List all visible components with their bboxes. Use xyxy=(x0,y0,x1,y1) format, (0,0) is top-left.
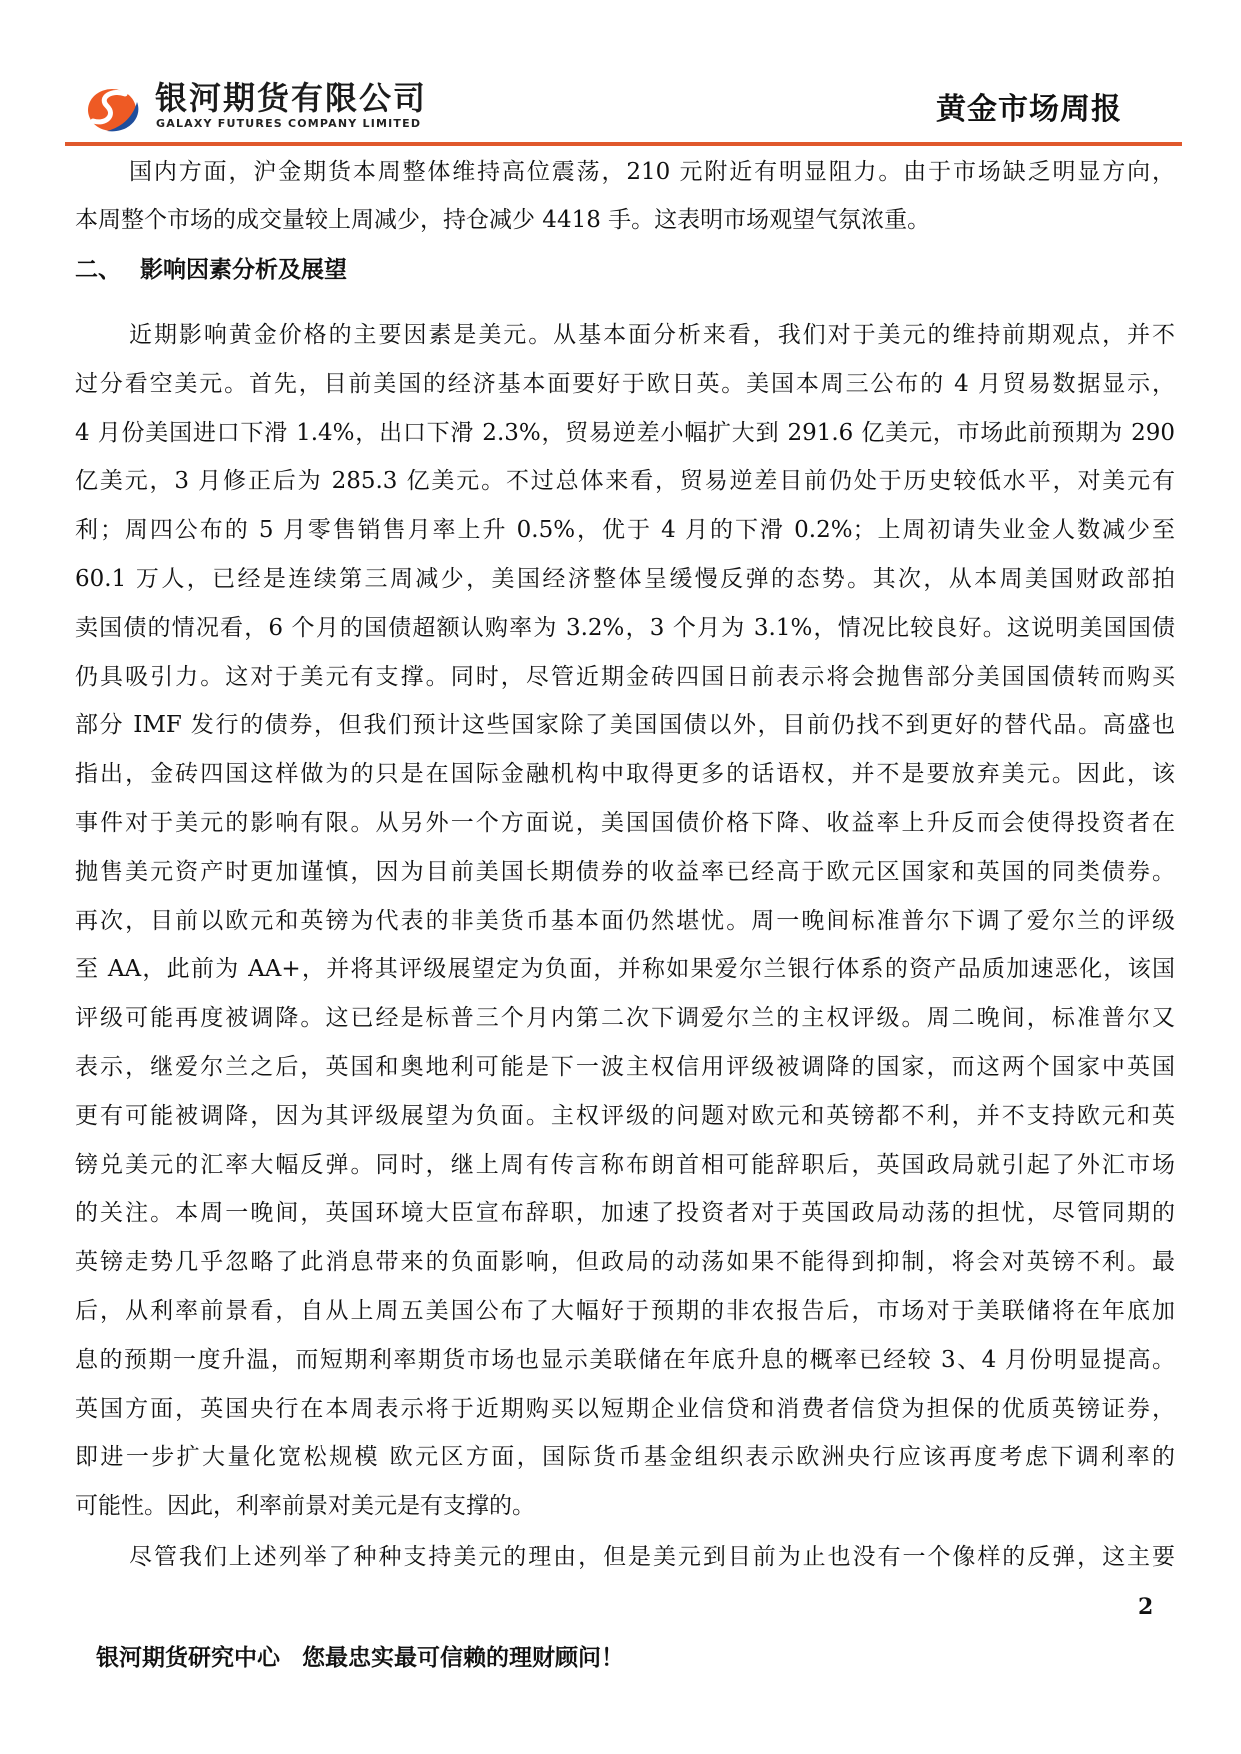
galaxy-swirl-logo-icon xyxy=(84,83,144,135)
closing-paragraph xyxy=(75,1533,1175,1581)
analysis-line: 后，从利率前景看，自从上周五美国公布了大幅好于预期的非农报告后，市场对于美联储将在年底加 xyxy=(75,1297,1175,1324)
analysis-line: 至 AA，此前为 AA+，并将其评级展望定为负面，并称如果爱尔兰银行体系的资产品质加速恶化，该国 xyxy=(75,956,1175,983)
footer-slogan: 您最忠实最可信赖的理财顾问！ xyxy=(302,1645,624,1671)
analysis-line: 部分 IMF 发行的债券，但我们预计这些国家除了美国国债以外，目前仍找不到更好的替代品。高盛也 xyxy=(75,712,1175,739)
intro-line: 本周整个市场的成交量较上周减少，持仓减少 4418 手。这表明市场观望气氛浓重。 xyxy=(75,207,931,233)
closing-line: 尽管我们上述列举了种种支持美元的理由，但是美元到目前为止也没有一个像样的反弹，这主要 xyxy=(129,1543,1175,1570)
analysis-line: 卖国债的情况看，6 个月的国债超额认购率为 3.2%，3 个月为 3.1%，情况比较良好。这说明美国国债 xyxy=(75,614,1175,641)
footer-organization: 银河期货研究中心 xyxy=(96,1645,280,1671)
analysis-line: 利；周四公布的 5 月零售销售月率上升 0.5%，优于 4 月的下滑 0.2%；上周初请失业金人数减少至 xyxy=(75,517,1175,544)
analysis-line: 表示，继爱尔兰之后，英国和奥地利可能是下一波主权信用评级被调降的国家，而这两个国家中英国 xyxy=(75,1053,1175,1080)
header-divider xyxy=(65,142,1182,146)
analysis-line: 的关注。本周一晚间，英国环境大臣宣布辞职，加速了投资者对于英国政局动荡的担忧，尽管同期的 xyxy=(75,1200,1175,1227)
analysis-line: 镑兑美元的汇率大幅反弹。同时，继上周有传言称布朗首相可能辞职后，英国政局就引起了外汇市场 xyxy=(75,1151,1175,1178)
report-title: 黄金市场周报 xyxy=(936,92,1122,127)
analysis-line: 事件对于美元的影响有限。从另外一个方面说，美国国债价格下降、收益率上升反而会使得投资者在 xyxy=(75,809,1175,836)
analysis-line: 更有可能被调降，因为其评级展望为负面。主权评级的问题对欧元和英镑都不利，并不支持欧元和英 xyxy=(75,1102,1175,1129)
document-body xyxy=(75,148,1175,1581)
analysis-line: 英国方面，英国央行在本周表示将于近期购买以短期企业信贷和消费者信贷为担保的优质英镑证券， xyxy=(75,1395,1175,1422)
analysis-paragraph xyxy=(75,311,1175,1531)
section-number: 二、 xyxy=(75,256,121,283)
analysis-line: 亿美元，3 月修正后为 285.3 亿美元。不过总体来看，贸易逆差目前仍处于历史较低水平，对美元有 xyxy=(75,468,1175,495)
analysis-line: 指出，金砖四国这样做为的只是在国际金融机构中取得更多的话语权，并不是要放弃美元。因此，该 xyxy=(75,761,1175,788)
analysis-line: 即进一步扩大量化宽松规模 欧元区方面，国际货币基金组织表示欧洲央行应该再度考虑下调利率的 xyxy=(75,1444,1175,1471)
section-heading xyxy=(75,246,1175,294)
analysis-line: 过分看空美元。首先，目前美国的经济基本面要好于欧日英。美国本周三公布的 4 月贸易数据显示， xyxy=(75,370,1175,397)
intro-paragraph xyxy=(75,148,1175,244)
section-title: 影响因素分析及展望 xyxy=(140,256,347,283)
company-name-en: GALAXY FUTURES COMPANY LIMITED xyxy=(156,117,422,130)
analysis-line: 息的预期一度升温，而短期利率期货市场也显示美联储在年底升息的概率已经较 3、4 月份明显提高。 xyxy=(75,1346,1175,1373)
company-logo xyxy=(84,80,434,136)
analysis-line: 4 月份美国进口下滑 1.4%，出口下滑 2.3%，贸易逆差小幅扩大到 291.6 亿美元，市场此前预期为 290 xyxy=(75,419,1175,446)
analysis-line: 60.1 万人，已经是连续第三周减少，美国经济整体呈缓慢反弹的态势。其次，从本周美国财政部拍 xyxy=(75,565,1175,592)
analysis-line: 仍具吸引力。这对于美元有支撑。同时，尽管近期金砖四国日前表示将会抛售部分美国国债转而购买 xyxy=(75,663,1175,690)
page-number: 2 xyxy=(1138,1594,1154,1620)
analysis-line: 评级可能再度被调降。这已经是标普三个月内第二次下调爱尔兰的主权评级。周二晚间，标准普尔又 xyxy=(75,1005,1175,1032)
footer xyxy=(96,1644,624,1672)
company-name-cn: 银河期货有限公司 xyxy=(155,79,428,117)
analysis-line: 可能性。因此，利率前景对美元是有支撑的。 xyxy=(75,1493,535,1520)
intro-line: 国内方面，沪金期货本周整体维持高位震荡，210 元附近有明显阻力。由于市场缺乏明显方向， xyxy=(129,159,1175,185)
analysis-line: 抛售美元资产时更加谨慎，因为目前美国长期债券的收益率已经高于欧元区国家和英国的同类债券。 xyxy=(75,858,1175,885)
analysis-line: 再次，目前以欧元和英镑为代表的非美货币基本面仍然堪忧。周一晚间标准普尔下调了爱尔兰的评级 xyxy=(75,907,1175,934)
analysis-line: 近期影响黄金价格的主要因素是美元。从基本面分析来看，我们对于美元的维持前期观点，并不 xyxy=(129,322,1175,348)
analysis-line: 英镑走势几乎忽略了此消息带来的负面影响，但政局的动荡如果不能得到抑制，将会对英镑不利。最 xyxy=(75,1249,1175,1276)
